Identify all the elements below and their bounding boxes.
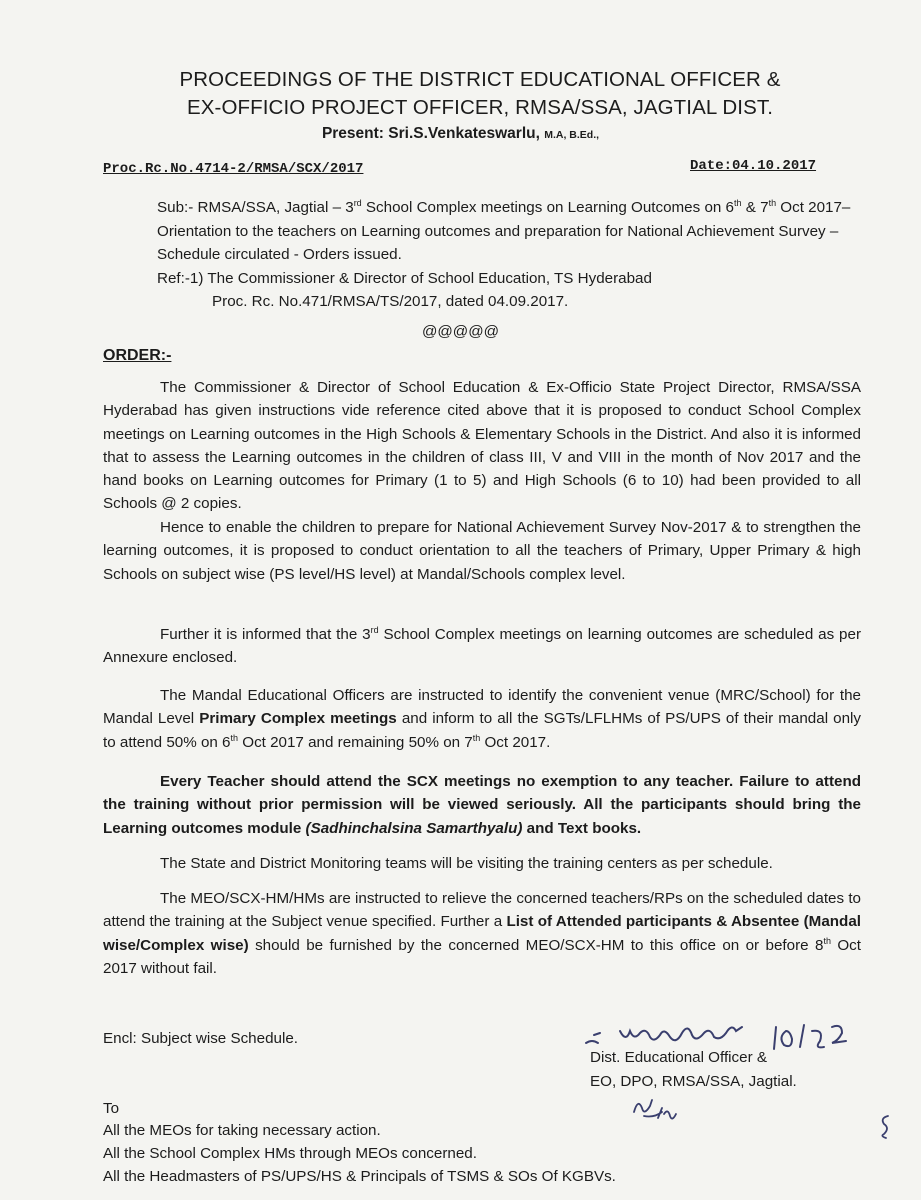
present-degree: M.A, B.Ed., <box>544 129 600 141</box>
proceedings-title-line-2: EX-OFFICIO PROJECT OFFICER, RMSA/SSA, JAGTIAL DIST. <box>186 96 773 119</box>
paragraph-3-text-a: Further it is informed that the 3 <box>160 626 371 643</box>
recipient-2: All the School Complex HMs through MEOs concerned. <box>103 1145 477 1162</box>
paragraph-5-text-b: and Text books. <box>522 819 642 837</box>
paragraph-3-text-b: School Complex meetings on learning outcomes are scheduled as per Annexure enclosed. <box>103 626 861 667</box>
order-paragraph-4 <box>103 684 861 754</box>
order-paragraph-3 <box>103 623 861 670</box>
subject-text-2: School Complex meetings on Learning Outcomes on 6 <box>361 199 735 216</box>
paragraph-5-italic: (Sadhinchalsina Samarthyalu) <box>305 819 523 837</box>
proceedings-title-line-1: PROCEEDINGS OF THE DISTRICT EDUCATIONAL OFFICER & <box>179 68 781 91</box>
signatory-title-line-1: Dist. Educational Officer & <box>590 1049 767 1066</box>
document-date: Date:04.10.2017 <box>690 158 817 174</box>
paragraph-7-text-a: The MEO/SCX-HM/HMs are instructed to relieve the concerned teachers/RPs on the scheduled dates to attend the training at the Subject venue specified. Further a <box>103 890 861 931</box>
paragraph-3-sup: rd <box>370 624 379 635</box>
reference-line-2: Proc. Rc. No.471/RMSA/TS/2017, dated 04.09.2017. <box>212 293 569 310</box>
order-paragraph-2 <box>103 516 861 586</box>
subject-line <box>157 196 877 267</box>
paragraph-2-text: Hence to enable the children to prepare for National Achievement Survey Nov-2017 & to strengthen the learning outcomes, it is proposed to conduct orientation to all the teachers of Primary, Upper Primary & high Schools on subject wise (PS level/HS level) at Mandal/Schools complex level. <box>103 519 861 583</box>
subject-sup-3: th <box>768 197 777 208</box>
margin-ink-mark <box>878 1112 894 1140</box>
reference-line-1: Ref:-1) The Commissioner & Director of School Education, TS Hyderabad <box>157 270 652 287</box>
enclosure-note: Encl: Subject wise Schedule. <box>103 1030 299 1047</box>
subject-text-3: & 7 <box>741 199 769 216</box>
signatory-title-line-2: EO, DPO, RMSA/SSA, Jagtial. <box>590 1073 797 1090</box>
proc-number: Proc.Rc.No.4714-2/RMSA/SCX/2017 <box>103 161 364 177</box>
paragraph-4-sup-1: th <box>230 732 239 743</box>
paragraph-7-bold: List of Attended participants & Absentee (Mandal wise/Complex wise) <box>103 913 861 954</box>
paragraph-4-text-a: The Mandal Educational Officers are instructed to identify the convenient venue (MRC/School) for the Mandal Level <box>103 687 861 728</box>
order-paragraph-1: The Commissioner & Director of School Education & Ex-Officio State Project Director, RMSA/SSA Hyderabad has given instructions vide reference cited above that it is proposed to conduct School Complex meetings on Learning outcomes in the High Schools & Elementary Schools in the District. And also it is informed that to assess the Learning outcomes in the children of class III, V and VIII in the month of Nov 2017 and the hand books on Learning outcomes for Primary (1 to 5) and High Schools (6 to 10) had been provided to all Schools @ 2 copies. <box>103 379 861 513</box>
paragraph-4-bold: Primary Complex meetings <box>199 710 397 728</box>
order-paragraph-5 <box>103 770 861 840</box>
paragraph-4-sup-2: th <box>472 732 481 743</box>
handwritten-initials <box>632 1092 678 1122</box>
order-heading: ORDER:- <box>103 347 172 364</box>
paragraph-4-text-c: Oct 2017 and remaining 50% on 7 <box>238 733 473 751</box>
paragraph-7-text-c: Oct 2017 without fail. <box>103 936 861 977</box>
order-paragraph-6: The State and District Monitoring teams will be visiting the training centers as per schedule. <box>160 855 773 872</box>
paragraph-5-text-a: Every Teacher should attend the SCX meetings no exemption to any teacher. Failure to attend the training without prior permission will be viewed seriously. All the participants should bring the Learning outcomes module <box>103 773 861 837</box>
order-paragraph-7 <box>103 887 861 980</box>
separator-mark: @@@@@ <box>421 323 500 340</box>
paragraph-4-text-b: and inform to all the SGTs/LFLHMs of PS/UPS of their mandal only to attend 50% on 6 <box>103 710 862 751</box>
recipient-3: All the Headmasters of PS/UPS/HS & Principals of TSMS & SOs Of KGBVs. <box>103 1168 616 1185</box>
to-label: To <box>103 1100 120 1117</box>
subject-text-4: Oct 2017– Orientation to the teachers on Learning outcomes and preparation for National Achievement Survey – Schedule circulated - Orders issued. <box>157 199 851 263</box>
present-name: Present: Sri.S.Venkateswarlu, <box>321 125 540 142</box>
present-officer <box>0 125 921 143</box>
recipient-1: All the MEOs for taking necessary action. <box>103 1122 381 1139</box>
paragraph-7-sup: th <box>823 935 831 946</box>
paragraph-7-text-b: should be furnished by the concerned MEO/SCX-HM to this office on or before 8 <box>248 936 824 954</box>
subject-sup-1: rd <box>353 197 362 208</box>
subject-text-1: Sub:- RMSA/SSA, Jagtial – 3 <box>157 199 354 216</box>
subject-sup-2: th <box>734 197 742 208</box>
paragraph-4-text-d: Oct 2017. <box>480 733 551 751</box>
